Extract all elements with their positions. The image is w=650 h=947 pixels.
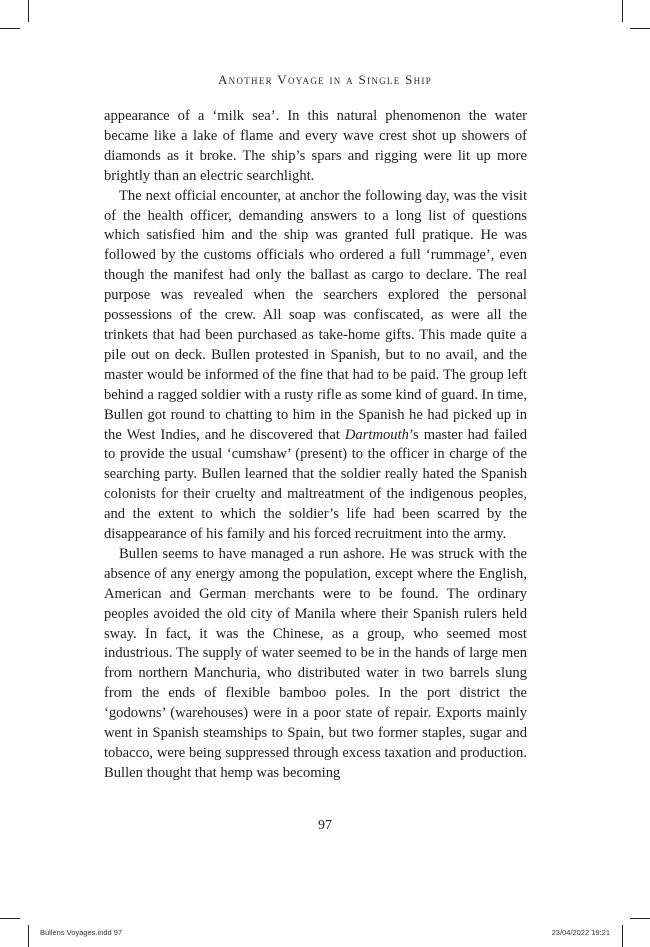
crop-mark-bottom-left-h xyxy=(0,918,20,919)
slug-file-info: Bullens Voyages.indd 97 xyxy=(40,928,123,937)
crop-mark-bottom-right xyxy=(622,925,623,947)
italic-ship-name: Dartmouth xyxy=(344,426,409,443)
page-number: 97 xyxy=(318,818,332,833)
slug-timestamp: 23/04/2022 19:21 xyxy=(551,928,610,937)
text-segment: The next official encounter, at anchor the following day, was the visit of the health officer, demanding answers to a long list of questions which satisfied him and the ship was granted full pratique. He was followed by the customs officials who ordered a full ‘rummage’, even though the manifest had only the ballast as cargo to declare. The real purpose was revealed when the searchers explored the personal possessions of the crew. All soap was confiscated, as were all the trinkets that had been purchased as take-home gifts. This made quite a pile out on deck. Bullen protested in Spanish, but to no avail, and the master would be informed of the fine that had to be paid. The group left behind a ragged soldier with a rusty rifle as some kind of guard. In time, Bullen got round to chatting to him in the Spanish he had picked up in the West Indies, and he discovered that xyxy=(104,187,527,443)
running-head: Another Voyage in a Single Ship xyxy=(217,72,433,87)
crop-mark-bottom-left xyxy=(28,925,29,947)
text-segment: appearance of a ‘milk sea’. In this natural phenomenon the water became like a lake of flame and every wave crest shot up showers of diamonds as it broke. The ship’s spars and rigging were lit up more brightly than an electric searchlight. xyxy=(104,108,527,184)
paragraph xyxy=(104,107,527,187)
paragraph xyxy=(104,187,527,545)
crop-mark-top-right xyxy=(622,0,623,22)
paragraph xyxy=(104,545,527,784)
crop-mark-top-right-h xyxy=(630,28,650,29)
crop-mark-top-left xyxy=(28,0,29,22)
crop-mark-bottom-right-h xyxy=(630,918,650,919)
crop-mark-top-left-h xyxy=(0,28,20,29)
text-segment: Bullen seems to have managed a run ashore. He was struck with the absence of any energy among the population, except where the English, American and German merchants were to be found. The ordinary peoples avoided the old city of Manila where their Spanish rulers held sway. In fact, it was the Chinese, as a group, who seemed most industrious. The supply of water seemed to be in the hands of large men from northern Manchuria, who distributed water in two barrels slung from the ends of flexible bamboo poles. In the port district the ‘godowns’ (warehouses) were in a poor state of repair. Exports mainly went in Spanish steamships to Spain, but two former staples, sugar and tobacco, were being suppressed through excess taxation and production. Bullen thought that hemp was becoming xyxy=(104,545,527,781)
text-segment: ’s master had failed to provide the usual ‘cumshaw’ (present) to the officer in charge of the searching party. Bullen learned that the soldier really hated the Spanish colonists for their cruelty and maltreatment of the indigenous peoples, and the extent to which the soldier’s life had been scarred by the disappearance of his family and his forced recruitment into the army. xyxy=(104,426,527,543)
body-text xyxy=(104,107,527,784)
